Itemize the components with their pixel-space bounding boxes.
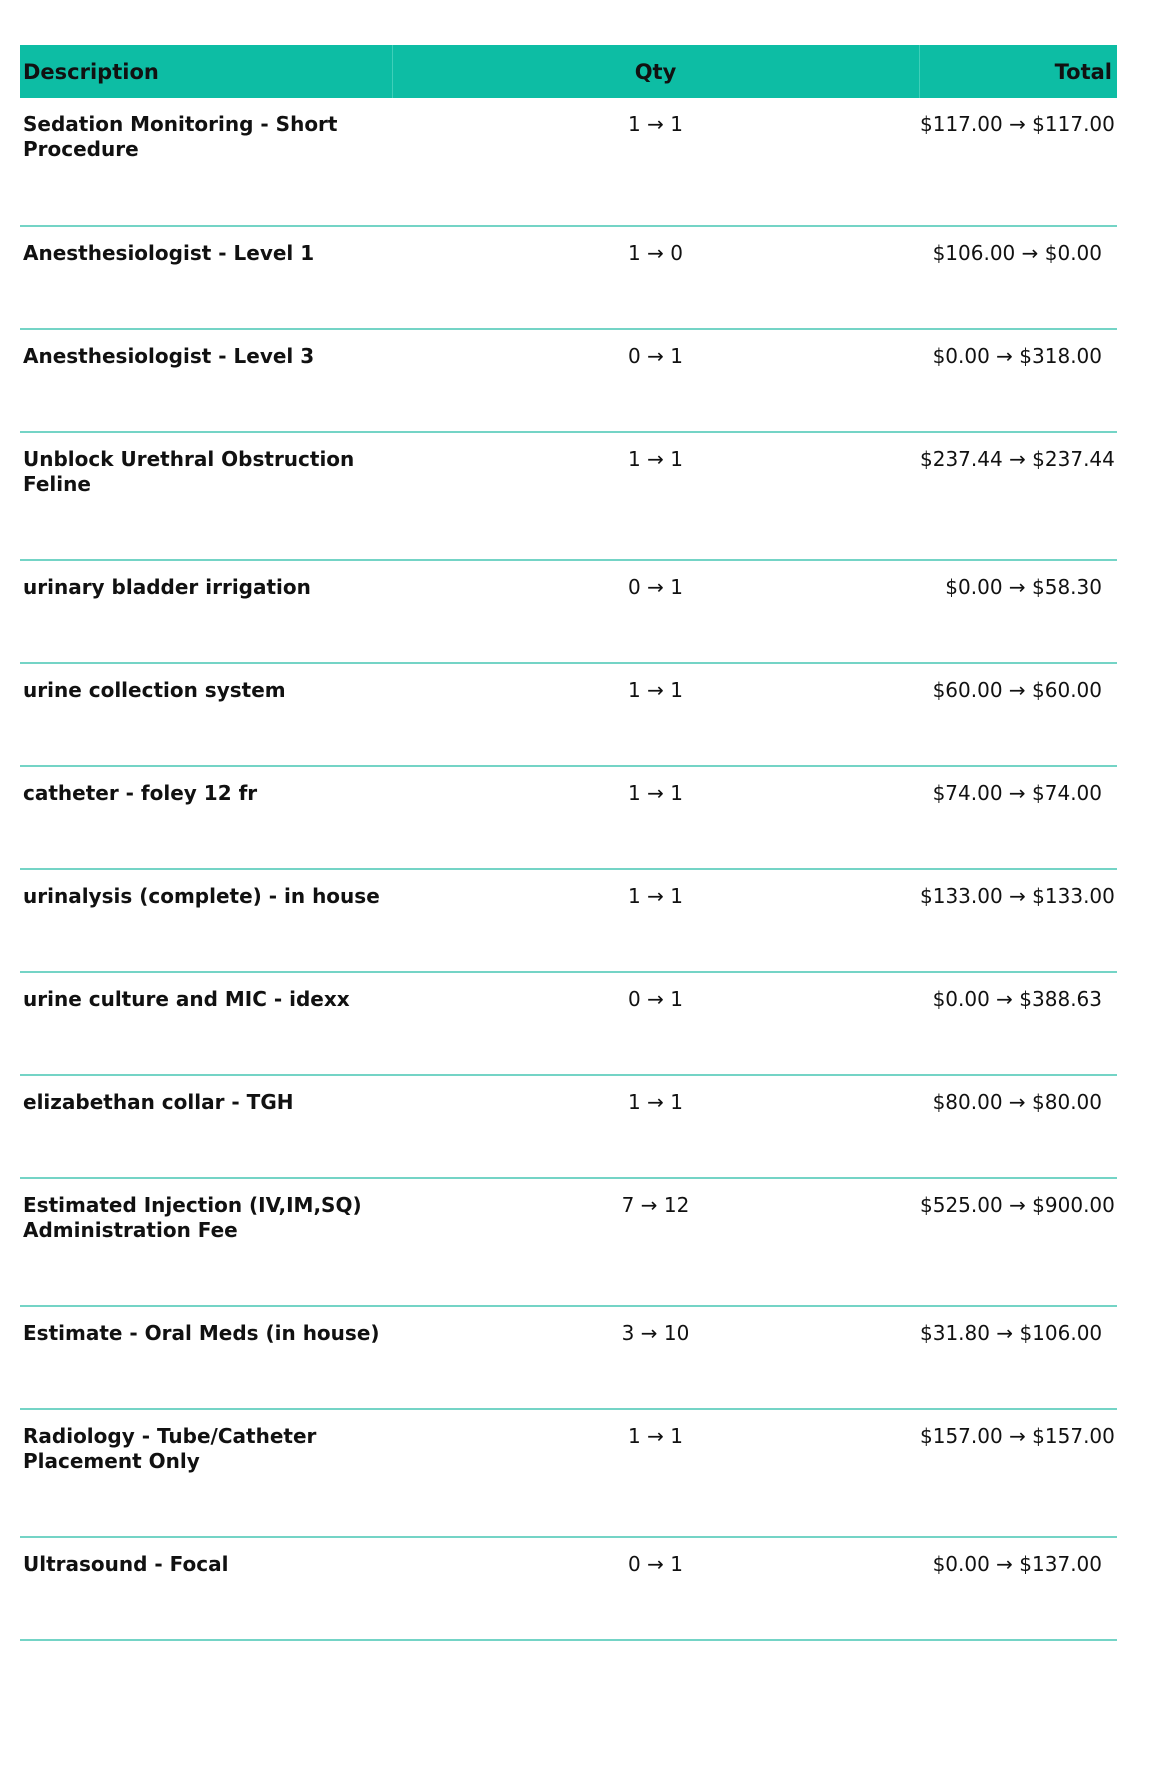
row-description: Anesthesiologist - Level 1 <box>20 226 392 329</box>
row-description: Unblock Urethral Obstruction Feline <box>20 432 392 560</box>
column-header-description: Description <box>23 59 159 84</box>
estimate-line-items-table <box>20 45 1117 1641</box>
table-row <box>20 432 1117 560</box>
row-description: Anesthesiologist - Level 3 <box>20 329 392 432</box>
row-description: catheter - foley 12 fr <box>20 766 392 869</box>
row-total: $0.00 → $137.00 <box>919 1537 1117 1640</box>
table-row <box>20 560 1117 663</box>
row-qty: 0 → 1 <box>392 972 919 1075</box>
table-row <box>20 1178 1117 1306</box>
row-description: Estimated Injection (IV,IM,SQ) Administration Fee <box>20 1178 392 1306</box>
table-row <box>20 98 1117 226</box>
row-qty: 1 → 1 <box>392 663 919 766</box>
row-description: elizabethan collar - TGH <box>20 1075 392 1178</box>
row-total: $117.00 → $117.00 <box>919 98 1117 226</box>
row-qty: 0 → 1 <box>392 560 919 663</box>
row-total: $0.00 → $318.00 <box>919 329 1117 432</box>
row-description: Sedation Monitoring - Short Procedure <box>20 98 392 226</box>
row-description: urinary bladder irrigation <box>20 560 392 663</box>
row-total: $74.00 → $74.00 <box>919 766 1117 869</box>
table-row <box>20 1537 1117 1640</box>
column-header-total: Total <box>919 45 1117 98</box>
row-description: urine collection system <box>20 663 392 766</box>
table-row <box>20 1409 1117 1537</box>
row-total: $0.00 → $388.63 <box>919 972 1117 1075</box>
table-row <box>20 766 1117 869</box>
row-total: $0.00 → $58.30 <box>919 560 1117 663</box>
column-header-qty: Qty <box>392 45 919 98</box>
row-description: Radiology - Tube/Catheter Placement Only <box>20 1409 392 1537</box>
table-row <box>20 329 1117 432</box>
row-description: Estimate - Oral Meds (in house) <box>20 1306 392 1409</box>
row-qty: 0 → 1 <box>392 1537 919 1640</box>
row-qty: 0 → 1 <box>392 329 919 432</box>
row-description: Ultrasound - Focal <box>20 1537 392 1640</box>
table-row <box>20 869 1117 972</box>
row-total: $237.44 → $237.44 <box>919 432 1117 560</box>
row-total: $133.00 → $133.00 <box>919 869 1117 972</box>
row-total: $157.00 → $157.00 <box>919 1409 1117 1537</box>
row-total: $60.00 → $60.00 <box>919 663 1117 766</box>
row-qty: 1 → 1 <box>392 98 919 226</box>
table-row <box>20 226 1117 329</box>
row-total: $80.00 → $80.00 <box>919 1075 1117 1178</box>
table-row <box>20 663 1117 766</box>
table-header-row <box>20 45 1117 98</box>
row-qty: 1 → 1 <box>392 432 919 560</box>
row-total: $525.00 → $900.00 <box>919 1178 1117 1306</box>
row-total: $106.00 → $0.00 <box>919 226 1117 329</box>
row-total: $31.80 → $106.00 <box>919 1306 1117 1409</box>
row-description: urinalysis (complete) - in house <box>20 869 392 972</box>
row-qty: 1 → 1 <box>392 766 919 869</box>
estimate-table-container <box>20 45 1117 1641</box>
row-qty: 1 → 1 <box>392 1409 919 1537</box>
row-qty: 1 → 1 <box>392 869 919 972</box>
row-description: urine culture and MIC - idexx <box>20 972 392 1075</box>
row-qty: 7 → 12 <box>392 1178 919 1306</box>
table-row <box>20 1075 1117 1178</box>
row-qty: 3 → 10 <box>392 1306 919 1409</box>
table-row <box>20 1306 1117 1409</box>
table-row <box>20 972 1117 1075</box>
row-qty: 1 → 0 <box>392 226 919 329</box>
row-qty: 1 → 1 <box>392 1075 919 1178</box>
